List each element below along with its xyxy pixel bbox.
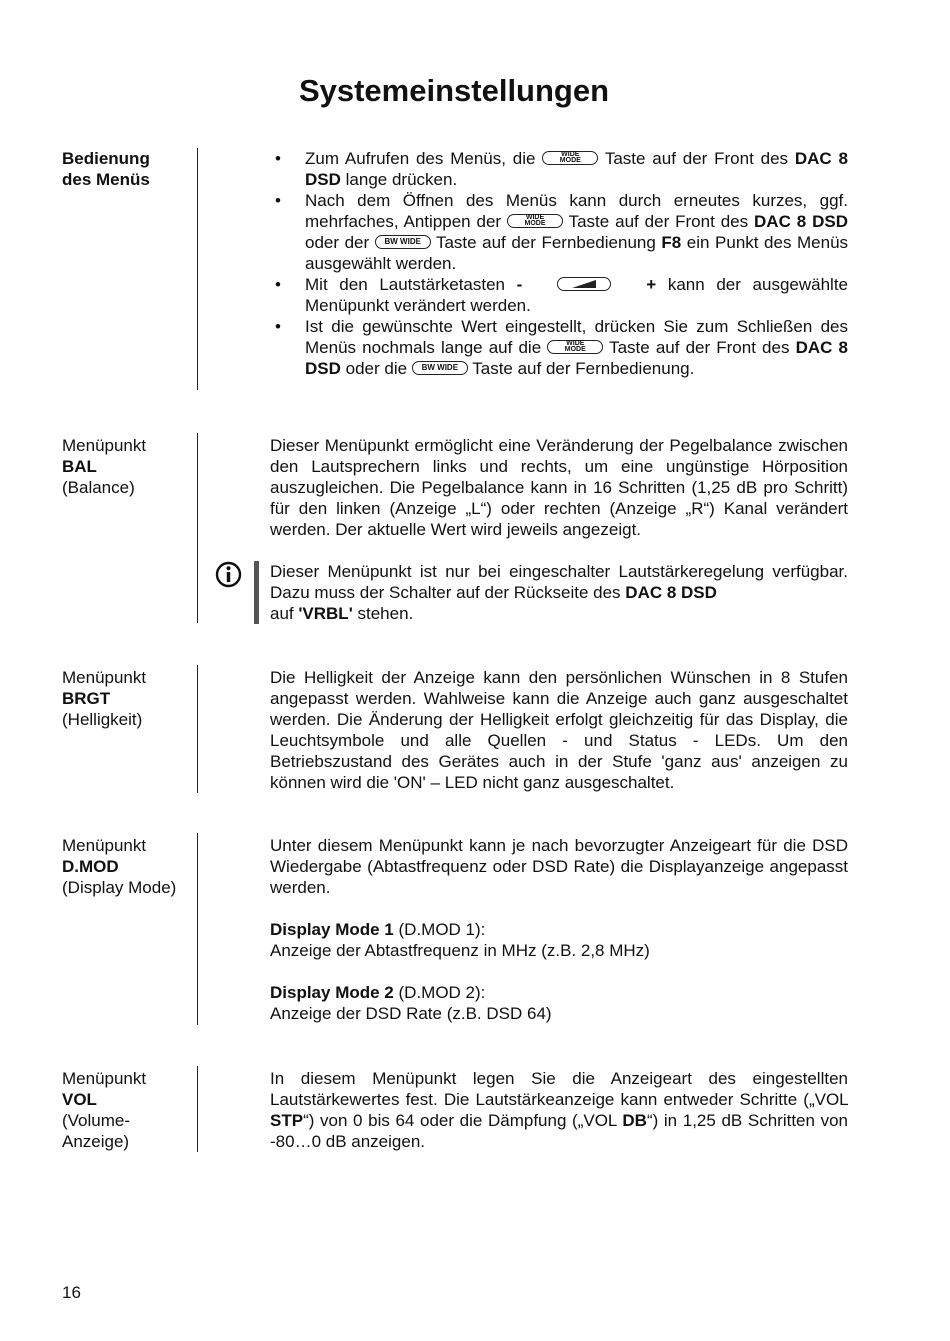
note-bar — [254, 561, 259, 624]
dmod-description — [270, 835, 848, 1024]
section-label-brgt — [62, 667, 192, 730]
bullet-icon: • — [275, 275, 281, 294]
plus-sign: + — [646, 275, 657, 294]
section-divider — [197, 433, 198, 623]
text: Zum Aufrufen des Menüs, die — [305, 149, 536, 168]
label-line: D.MOD — [62, 857, 119, 876]
section-label-vol — [62, 1068, 192, 1152]
brgt-description — [270, 667, 848, 793]
page-title: Systemeinstellungen — [298, 73, 610, 108]
label-line: Menüpunkt — [62, 436, 147, 455]
text: lange drücken. — [345, 170, 458, 189]
text: Ist die gewünschte Wert eingestellt, drücken Sie zum Schließen des Menüs nochmals lange auf die — [305, 317, 848, 357]
label-line: Anzeige) — [62, 1132, 130, 1151]
label-line: Menüpunkt — [62, 668, 147, 687]
section-label-dmod — [62, 835, 192, 898]
label-line: (Volume- — [62, 1111, 131, 1130]
vol-description — [270, 1068, 848, 1152]
page-number: 16 — [62, 1283, 81, 1302]
text: Nach dem Öffnen des Menüs kann durch erneutes kurzes, ggf. mehrfaches, Antippen der — [305, 191, 848, 231]
bal-description — [270, 435, 848, 540]
label-line: Menüpunkt — [62, 1069, 147, 1088]
minus-sign: - — [516, 275, 523, 294]
bw-wide-button-icon: BW WIDE — [412, 361, 468, 375]
text: Taste auf der Front des — [609, 338, 790, 357]
list-item — [270, 316, 848, 379]
bullet-icon: • — [275, 149, 281, 168]
mode-2-entry: Display Mode 2 (D.MOD 2): Anzeige der DSD Rate (z.B. DSD 64) — [270, 983, 552, 1023]
wide-mode-button-icon: WIDE MODE — [542, 151, 598, 165]
text: Taste auf der Front des — [604, 149, 789, 168]
device-name: DAC 8 DSD — [305, 338, 848, 378]
list-item — [270, 190, 848, 274]
menu-operation-list — [270, 148, 848, 379]
section-divider — [197, 833, 198, 1025]
paragraph: Die Helligkeit der Anzeige kann den persönlichen Wünschen in 8 Stufen angepasst werden. Wahlweise kann die Anzeige auch ganz ausgeschaltet werden. Die Änderung der Helligkeit erfolgt gleichzeitig für das Display, die Leuchtsymbole und alle Quellen - und Status - LEDs. Um den Betriebszustand des Gerätes auch in der Stufe 'ganz aus' anzeigen zu können wird die 'ON' – LED nicht ganz ausgeschaltet. — [270, 668, 848, 792]
text: Mit den Lautstärketasten — [305, 275, 506, 294]
bal-note — [270, 561, 848, 624]
section-label-bal — [62, 435, 192, 498]
label-line: BRGT — [62, 689, 111, 708]
bullet-icon: • — [275, 317, 281, 336]
text: Taste auf der Fernbedienung. — [472, 359, 695, 378]
paragraph: Dieser Menüpunkt ermöglicht eine Veränderung der Pegelbalance zwischen den Lautsprechern links und rechts, um eine ungünstige Hörposition auszugleichen. Die Pegelbalance kann in 16 Schritten (1,25 dB pro Schritt) für den linken (Anzeige „L“) oder rechten (Anzeige „R“) Kanal verändert werden. Der aktuelle Wert wird jeweils angezeigt. — [270, 436, 848, 539]
mode-1-entry: Display Mode 1 (D.MOD 1): Anzeige der Abtastfrequenz in MHz (z.B. 2,8 MHz) — [270, 920, 650, 960]
label-line: BAL — [62, 457, 97, 476]
label-line: Menüpunkt — [62, 836, 147, 855]
text: ein Punkt des Menüs ausgewählt werden. — [305, 233, 849, 273]
label-line: (Balance) — [62, 478, 135, 497]
list-item — [270, 148, 848, 190]
device-name: DAC 8 DSD — [305, 149, 848, 189]
volume-button-icon — [557, 277, 611, 291]
paragraph: In diesem Menüpunkt legen Sie die Anzeigeart des eingestellten Lautstärkewertes fest. Die Lautstärkeanzeige kann entweder Schritte („VOL STP“) von 0 bis 64 oder die Dämpfung („VOL DB“) in 1,25 dB Schritten von -80…0 dB anzeigen. — [270, 1069, 848, 1151]
text: oder der — [305, 233, 370, 252]
bullet-icon: • — [275, 191, 281, 210]
text: Taste auf der Fernbedienung — [435, 233, 656, 252]
label-line: (Display Mode) — [62, 878, 177, 897]
section-divider — [197, 665, 198, 793]
text: oder die — [345, 359, 408, 378]
info-icon — [215, 561, 242, 593]
paragraph: Dieser Menüpunkt ist nur bei eingeschalter Lautstärkeregelung verfügbar. Dazu muss der Schalter auf der Rückseite des DAC 8 DSD auf 'VRBL' stehen. — [270, 562, 848, 623]
label-line: (Helligkeit) — [62, 710, 143, 729]
key-name: F8 — [661, 233, 682, 252]
label-line: Bedienung — [62, 149, 150, 168]
device-name: DAC 8 DSD — [754, 212, 848, 231]
label-line: VOL — [62, 1090, 97, 1109]
list-item — [270, 274, 848, 316]
bw-wide-button-icon: BW WIDE — [375, 235, 431, 249]
wide-mode-button-icon: WIDE MODE — [507, 214, 563, 228]
section-divider — [197, 1066, 198, 1152]
section-label-bedienung — [62, 148, 192, 190]
wide-mode-button-icon: WIDE MODE — [547, 340, 603, 354]
label-line: des Menüs — [62, 170, 150, 189]
text: kann der ausgewählte Menüpunkt verändert werden. — [305, 275, 848, 315]
section-divider — [197, 148, 198, 390]
text: Taste auf der Front des — [568, 212, 749, 231]
paragraph: Unter diesem Menüpunkt kann je nach bevorzugter Anzeigeart für die DSD Wiedergabe (Abtastfrequenz oder DSD Rate) die Displayanzeige angepasst werden. — [270, 836, 848, 897]
